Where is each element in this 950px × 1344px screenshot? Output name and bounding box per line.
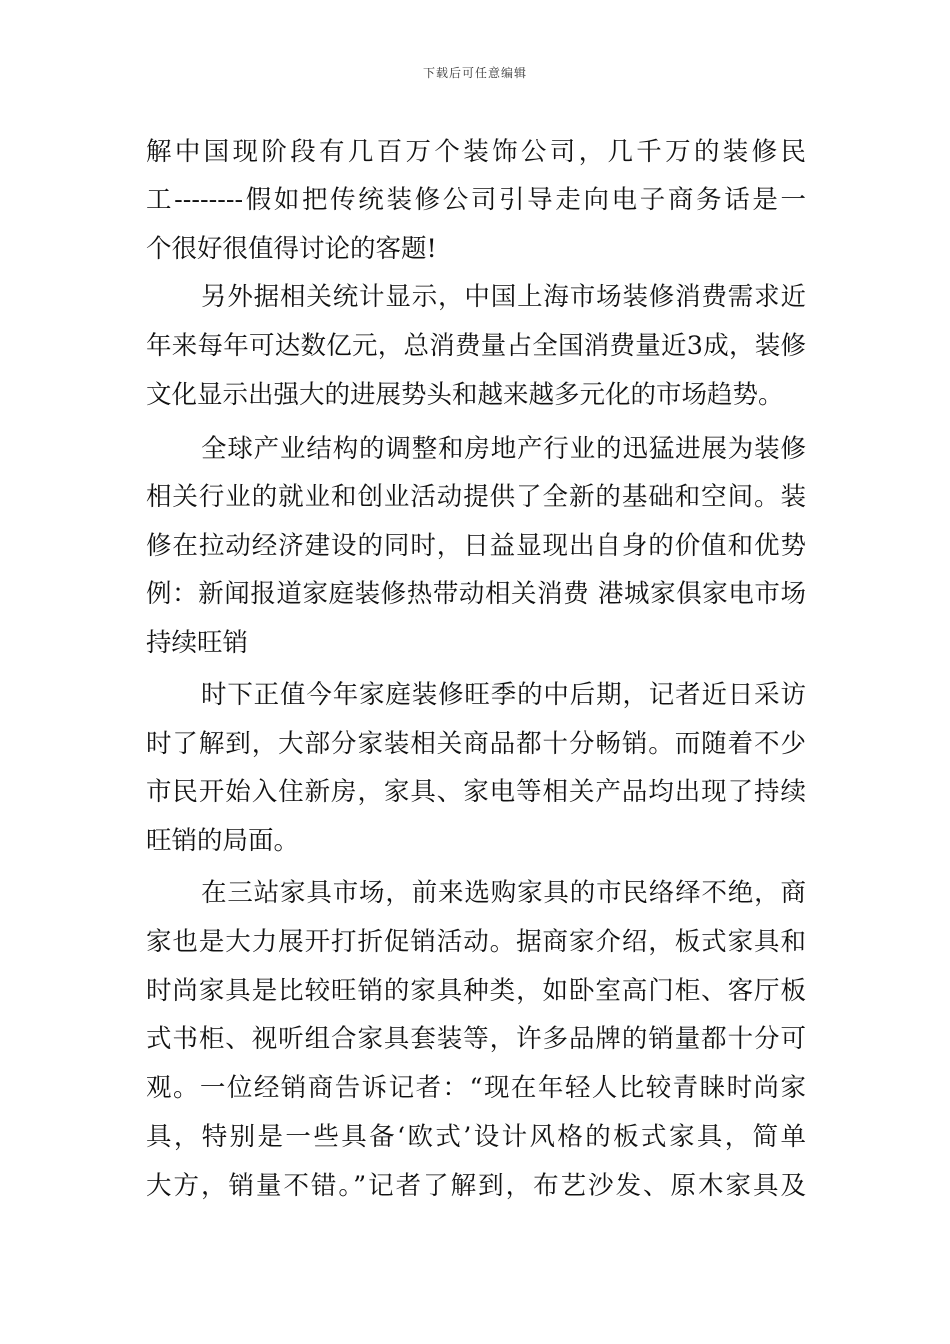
body-text-line: 市民开始入住新房，家具、家电等相关产品均出现了持续 [146,777,806,807]
paragraph-first-line: 在三站家具市场，前来选购家具的市民络绎不绝，商 [201,878,806,908]
body-text-line: 时了解到，大部分家装相关商品都十分畅销。而随着不少 [146,729,806,759]
body-text-line: 相关行业的就业和创业活动提供了全新的基础和空间。装 [146,482,806,512]
body-text-line: 家也是大力展开打折促销活动。据商家介绍，板式家具和 [146,927,806,957]
paragraph-first-line: 另外据相关统计显示，中国上海市场装修消费需求近 [201,282,806,312]
body-text-line: 旺销的局面。 [146,826,300,856]
body-text-line: 观。一位经销商告诉记者：“现在年轻人比较青睐时尚家 [146,1073,806,1103]
body-text-line: 文化显示出强大的进展势头和越来越多元化的市场趋势。 [146,380,784,410]
body-text-line: 持续旺销 [146,628,249,658]
paragraph-first-line: 时下正值今年家庭装修旺季的中后期，记者近日采访 [201,680,806,710]
paragraph-first-line: 全球产业结构的调整和房地产行业的迅猛进展为装修 [201,434,806,464]
body-text-line: 例：新闻报道家庭装修热带动相关消费 港城家俱家电市场 [146,579,806,609]
body-text-line: 解中国现阶段有几百万个装饰公司，几千万的装修民 [146,137,806,167]
body-text-line: 个很好很值得讨论的客题! [146,234,437,264]
body-text-line: 时尚家具是比较旺销的家具种类，如卧室高门柜、客厅板 [146,976,806,1006]
body-text-line: 修在拉动经济建设的同时，日益显现出自身的价值和优势 [146,531,806,561]
body-text-line: 具，特别是一些具备‘欧式’设计风格的板式家具，简单 [146,1122,806,1152]
body-text-line: 大方，销量不错。”记者了解到，布艺沙发、原木家具及 [146,1171,806,1201]
body-text-line: 年来每年可达数亿元，总消费量占全国消费量近3成，装修 [146,331,806,361]
body-text-line: 式书柜、视听组合家具套装等，许多品牌的销量都十分可 [146,1024,806,1054]
body-text-line: 工--------假如把传统装修公司引导走向电子商务话是一 [146,185,806,215]
page-header: 下载后可任意编辑 [422,66,527,80]
